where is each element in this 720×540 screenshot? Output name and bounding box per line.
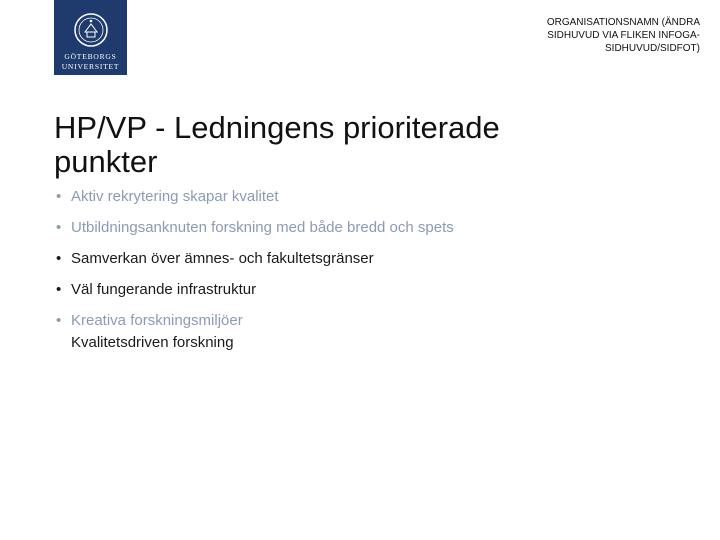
bullet-glyph: • bbox=[56, 312, 62, 329]
bullet-item bbox=[54, 187, 454, 206]
bullet-glyph: • bbox=[56, 250, 62, 267]
university-seal-icon bbox=[73, 12, 109, 48]
bullet-glyph: • bbox=[56, 219, 62, 236]
logo-wordmark bbox=[62, 52, 120, 72]
bullet-subtext: Kvalitetsdriven forskning bbox=[71, 334, 234, 351]
bullet-text: Samverkan över ämnes- och fakultetsgränser bbox=[71, 250, 374, 267]
org-line-3: SIDHUVUD/SIDFOT) bbox=[605, 43, 700, 54]
org-line-1: ORGANISATIONSNAMN (ÄNDRA bbox=[546, 17, 700, 28]
logo-text-line1: GÖTEBORGS bbox=[64, 52, 117, 61]
slide-title-line-2: punkter bbox=[54, 144, 158, 179]
organisation-header bbox=[500, 16, 700, 55]
bullet-text: Aktiv rekrytering skapar kvalitet bbox=[71, 188, 279, 205]
bullet-glyph: • bbox=[56, 188, 62, 205]
bullet-text: Utbildningsanknuten forskning med både bredd och spets bbox=[71, 219, 454, 236]
bullet-item bbox=[54, 218, 454, 237]
bullet-glyph: • bbox=[56, 281, 62, 298]
bullet-item bbox=[54, 280, 454, 299]
slide-title bbox=[54, 111, 654, 179]
bullet-item bbox=[54, 311, 454, 352]
bullet-text: Kreativa forskningsmiljöer bbox=[71, 312, 243, 329]
slide-title-line-1: HP/VP - Ledningens prioriterade bbox=[54, 110, 500, 145]
bullet-text: Väl fungerande infrastruktur bbox=[71, 281, 257, 298]
bullet-list bbox=[54, 187, 454, 364]
university-logo bbox=[54, 0, 127, 75]
logo-text-line2: UNIVERSITET bbox=[61, 62, 120, 71]
bullet-item bbox=[54, 249, 454, 268]
org-line-2: SIDHUVUD VIA FLIKEN INFOGA- bbox=[547, 30, 700, 41]
